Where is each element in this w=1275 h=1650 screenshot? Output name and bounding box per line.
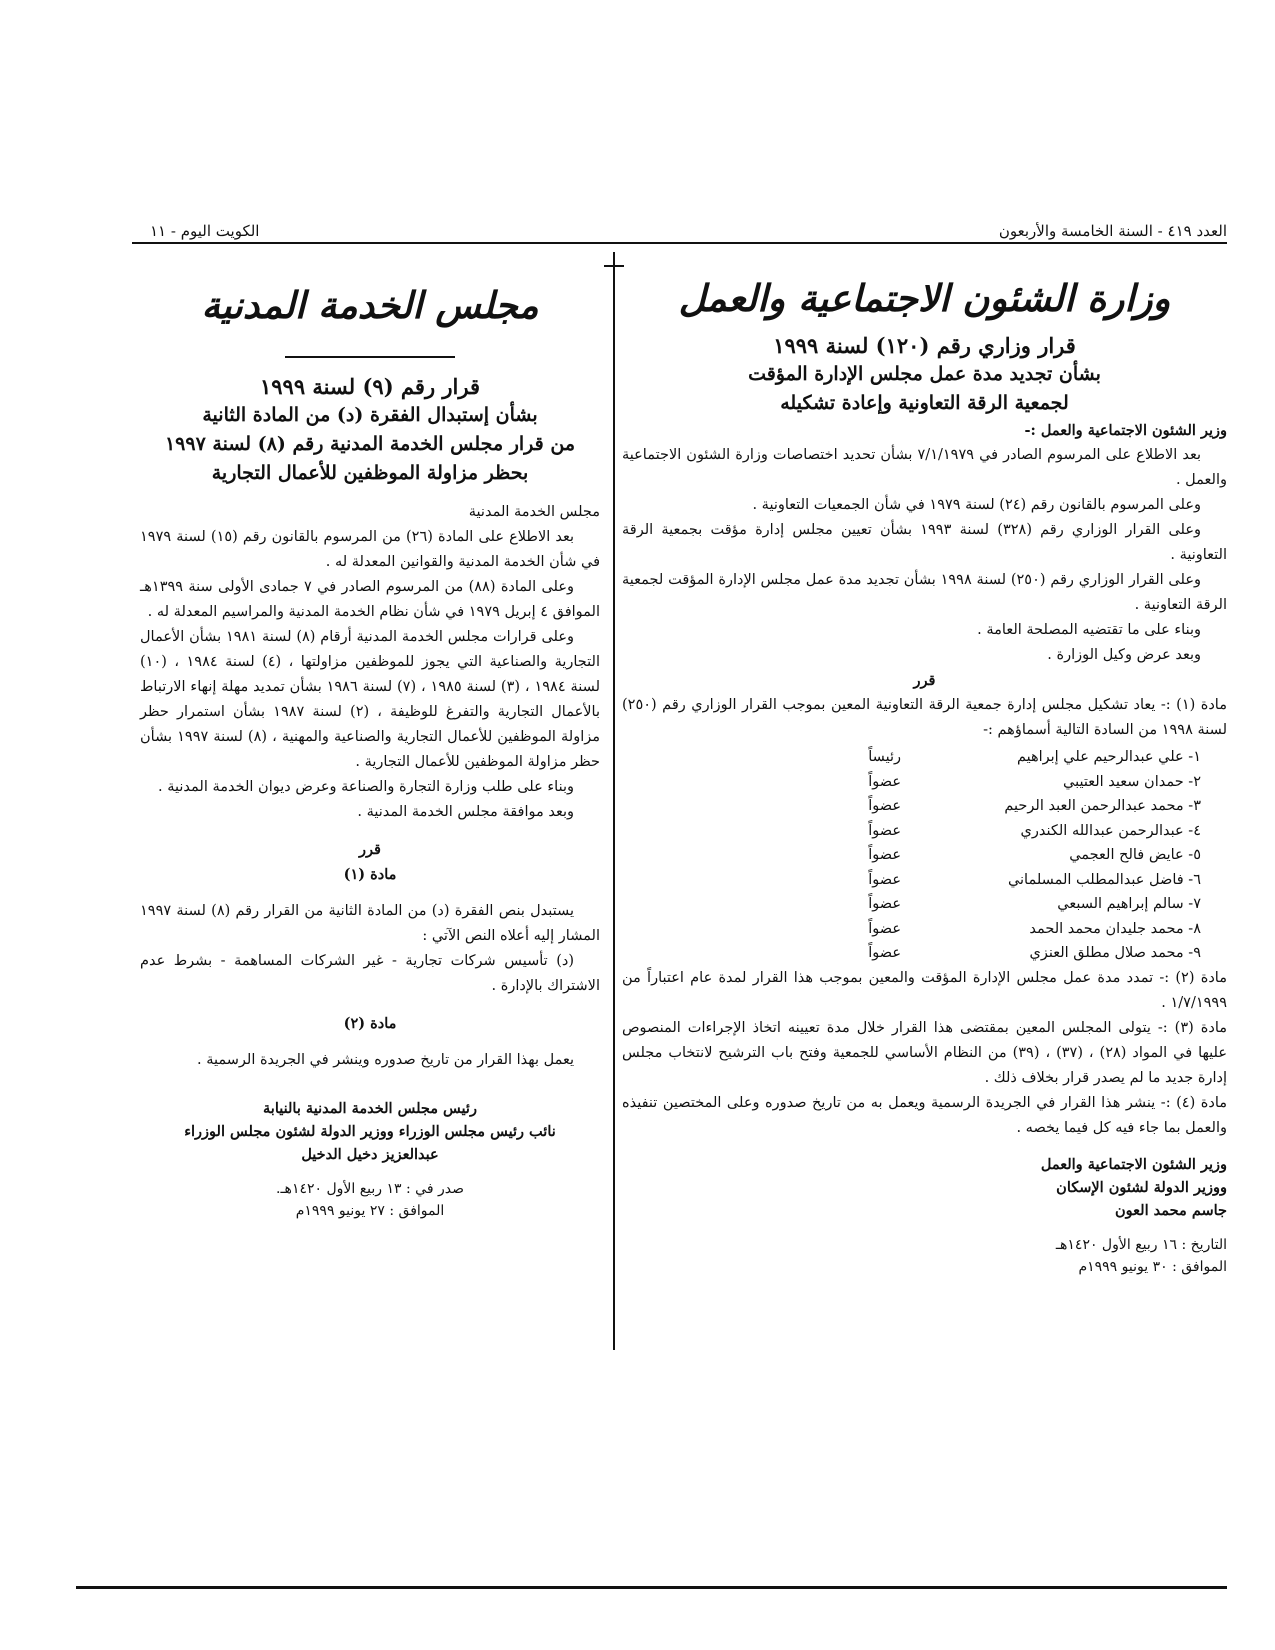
- ministry-decree-column: [622, 255, 1227, 1278]
- header-rule: [132, 242, 1227, 244]
- member-role: عضواً: [868, 847, 901, 863]
- issue-date: صدر في : ١٣ ربيع الأول ١٤٢٠هـ.: [276, 1181, 464, 1197]
- banner-rule: [285, 356, 455, 358]
- council-banner: مجلس الخدمة المدنية: [201, 283, 539, 327]
- member-name: ٨- محمد جليدان محمد الحمد: [1029, 920, 1201, 937]
- minister-intro: وزير الشئون الاجتماعية والعمل :-: [1024, 422, 1227, 439]
- decided-heading: قرر: [913, 672, 936, 689]
- article-2-heading: مادة (٢): [343, 1015, 397, 1032]
- list-item: [622, 843, 1227, 868]
- preamble-paragraph: وعلى قرارات مجلس الخدمة المدنية أرقام (٨) لسنة ١٩٨١ بشأن الأعمال التجارية والصناعية التي يجوز للموظفين مزاولتها ، (٤) لسنة ١٩٨٤ ، (١٠) لسنة ١٩٨٤ ، (٣) لسنة ١٩٨٥ ، (٧) لسنة ١٩٨٦ بشأن تمديد مهلة إنهاء الارتباط بالأعمال التجارية والتفرغ للوظيفة ، (٢) لسنة ١٩٨٧ بشأن استمرار حظر مزاولة الموظفين للأعمال التجارية والصناعية والمهنية ، (٨) لسنة ١٩٩٧ بشأن حظر مزاولة الموظفين للأعمال التجارية .: [140, 629, 600, 770]
- preamble-paragraph: وعلى القرار الوزاري رقم (٢٥٠) لسنة ١٩٩٨ بشأن تجديد مدة عمل مجلس الإدارة المؤقت لجمعية الرقة التعاونية .: [622, 572, 1227, 613]
- member-role: عضواً: [868, 920, 901, 937]
- member-name: ٥- عايض فالح العجمي: [1069, 847, 1201, 863]
- list-item: [622, 917, 1227, 942]
- article-1-heading: مادة (١): [343, 866, 397, 883]
- publication-header: الكويت اليوم - ١١: [150, 222, 260, 240]
- member-name: ٢- حمدان سعيد العتيبي: [1063, 773, 1201, 790]
- article-3: مادة (٣) :- يتولى المجلس المعين بمقتضى هذا القرار خلال مدة تعيينه اتخاذ الإجراءات المنصوص عليها في المواد (٢٨) ، (٣٧) ، (٣٩) من النظام الأساسي للجمعية وفتح باب الترشيح لانتخاب مجلس إدارة جديد ما لم يصدر قرار بخلاف ذلك .: [622, 1019, 1228, 1086]
- member-name: ٧- سالم إبراهيم السبعي: [1057, 896, 1201, 912]
- gregorian-date: الموافق : ٣٠ يونيو ١٩٩٩م: [1078, 1258, 1227, 1275]
- member-name: ١- علي عبدالرحيم علي إبراهيم: [1016, 749, 1201, 765]
- signatory-title: نائب رئيس مجلس الوزراء ووزير الدولة لشئون مجلس الوزراء: [184, 1123, 556, 1140]
- decree-subtitle: من قرار مجلس الخدمة المدنية رقم (٨) لسنة ١٩٩٧: [164, 433, 576, 455]
- civil-service-decree-column: [140, 255, 600, 1222]
- divider-cross: [604, 265, 624, 267]
- member-role: عضواً: [868, 798, 901, 814]
- ministry-banner: وزارة الشئون الاجتماعية والعمل: [678, 276, 1171, 320]
- signatory-title: ووزير الدولة لشئون الإسكان: [1056, 1178, 1227, 1196]
- member-role: عضواً: [868, 773, 901, 790]
- list-item: [622, 892, 1227, 917]
- preamble-paragraph: بعد الاطلاع على المادة (٢٦) من المرسوم بالقانون رقم (١٥) لسنة ١٩٧٩ في شأن الخدمة المدنية والقوانين المعدلة له .: [140, 529, 600, 570]
- signatory-name: عبدالعزيز دخيل الدخيل: [301, 1146, 439, 1163]
- footer-rule: [76, 1586, 1227, 1589]
- preamble-paragraph: وعلى القرار الوزاري رقم (٣٢٨) لسنة ١٩٩٣ بشأن تعيين مجلس إدارة مؤقت بجمعية الرقة التعاونية .: [622, 522, 1227, 563]
- list-item: [622, 819, 1227, 844]
- member-name: ٤- عبدالرحمن عبدالله الكندري: [1020, 822, 1201, 839]
- list-item: [622, 794, 1227, 819]
- decree-title: قرار وزاري رقم (١٢٠) لسنة ١٩٩٩: [773, 333, 1076, 358]
- decree-subtitle: بشأن تجديد مدة عمل مجلس الإدارة المؤقت: [748, 363, 1101, 385]
- issue-date: التاريخ : ١٦ ربيع الأول ١٤٢٠هـ: [1055, 1236, 1227, 1253]
- preamble-paragraph: وعلى المادة (٨٨) من المرسوم الصادر في ٧ جمادى الأولى سنة ١٣٩٩هـ الموافق ٤ إبريل ١٩٧٩ في شأن نظام الخدمة المدنية والمراسيم المعدلة له .: [140, 579, 600, 620]
- decree-subtitle: لجمعية الرقة التعاونية وإعادة تشكيله: [780, 392, 1069, 414]
- decree-subtitle: بشأن إستبدال الفقرة (د) من المادة الثانية: [202, 404, 538, 426]
- preamble-paragraph: وعلى المرسوم بالقانون رقم (٢٤) لسنة ١٩٧٩ في شأن الجمعيات التعاونية .: [752, 497, 1201, 513]
- decided-heading: قرر: [359, 841, 381, 858]
- member-role: رئيساً: [868, 749, 901, 765]
- preamble-paragraph: وبناء على طلب وزارة التجارة والصناعة وعرض ديوان الخدمة المدنية .: [158, 779, 574, 795]
- article-1-text: يستبدل بنص الفقرة (د) من المادة الثانية من القرار رقم (٨) لسنة ١٩٩٧ المشار إليه أعلاه النص الآتي :: [140, 903, 600, 944]
- list-item: [622, 941, 1227, 966]
- list-item: [622, 770, 1227, 795]
- signatory-name: جاسم محمد العون: [1115, 1201, 1227, 1219]
- list-item: [622, 745, 1227, 770]
- signatory-title: وزير الشئون الاجتماعية والعمل: [1040, 1155, 1227, 1173]
- member-role: عضواً: [868, 871, 901, 888]
- members-list: [622, 745, 1227, 966]
- issue-header: العدد ٤١٩ - السنة الخامسة والأربعون: [998, 222, 1227, 240]
- article-1-clause: (د) تأسيس شركات تجارية - غير الشركات المساهمة - بشرط عدم الاشتراك بالإدارة .: [140, 953, 600, 994]
- preamble-paragraph: وبعد موافقة مجلس الخدمة المدنية .: [357, 804, 574, 820]
- gregorian-date: الموافق : ٢٧ يونيو ١٩٩٩م: [295, 1203, 445, 1219]
- article-4: مادة (٤) :- ينشر هذا القرار في الجريدة الرسمية ويعمل به من تاريخ صدوره وعلى المختصين تنفيذه والعمل بما جاء فيه كل فيما يخصه .: [622, 1094, 1227, 1136]
- article-2-text: يعمل بهذا القرار من تاريخ صدوره وينشر في الجريدة الرسمية .: [197, 1052, 574, 1068]
- decree-subtitle: بحظر مزاولة الموظفين للأعمال التجارية: [211, 462, 529, 484]
- member-role: عضواً: [868, 822, 901, 839]
- member-role: عضواً: [868, 945, 901, 961]
- article-2: مادة (٢) :- تمدد مدة عمل مجلس الإدارة المؤقت والمعين بموجب هذا القرار لمدة عام اعتباراً من ١/٧/١٩٩٩ .: [622, 969, 1227, 1011]
- preamble-paragraph: بعد الاطلاع على المرسوم الصادر في ٧/١/١٩٧٩ بشأن تحديد اختصاصات وزارة الشئون الاجتماعية والعمل .: [622, 447, 1227, 488]
- list-item: [622, 868, 1227, 893]
- member-name: ٩- محمد صلال مطلق العنزي: [1029, 945, 1201, 961]
- member-name: ٦- فاضل عبدالمطلب المسلماني: [1007, 871, 1201, 888]
- preamble-paragraph: وبعد عرض وكيل الوزارة .: [1047, 647, 1201, 663]
- column-divider: [613, 252, 615, 1350]
- member-name: ٣- محمد عبدالرحمن العبد الرحيم: [1004, 798, 1201, 814]
- signatory-title: رئيس مجلس الخدمة المدنية بالنيابة: [263, 1100, 477, 1117]
- article-1: مادة (١) :- يعاد تشكيل مجلس إدارة جمعية الرقة التعاونية المعين بموجب القرار الوزاري رقم (٢٥٠) لسنة ١٩٩٨ من السادة التالية أسماؤهم :-: [622, 697, 1227, 738]
- decree-title: قرار رقم (٩) لسنة ١٩٩٩: [259, 374, 481, 399]
- preamble-paragraph: وبناء على ما تقتضيه المصلحة العامة .: [977, 622, 1201, 638]
- council-intro: مجلس الخدمة المدنية: [468, 504, 600, 520]
- member-role: عضواً: [868, 896, 901, 912]
